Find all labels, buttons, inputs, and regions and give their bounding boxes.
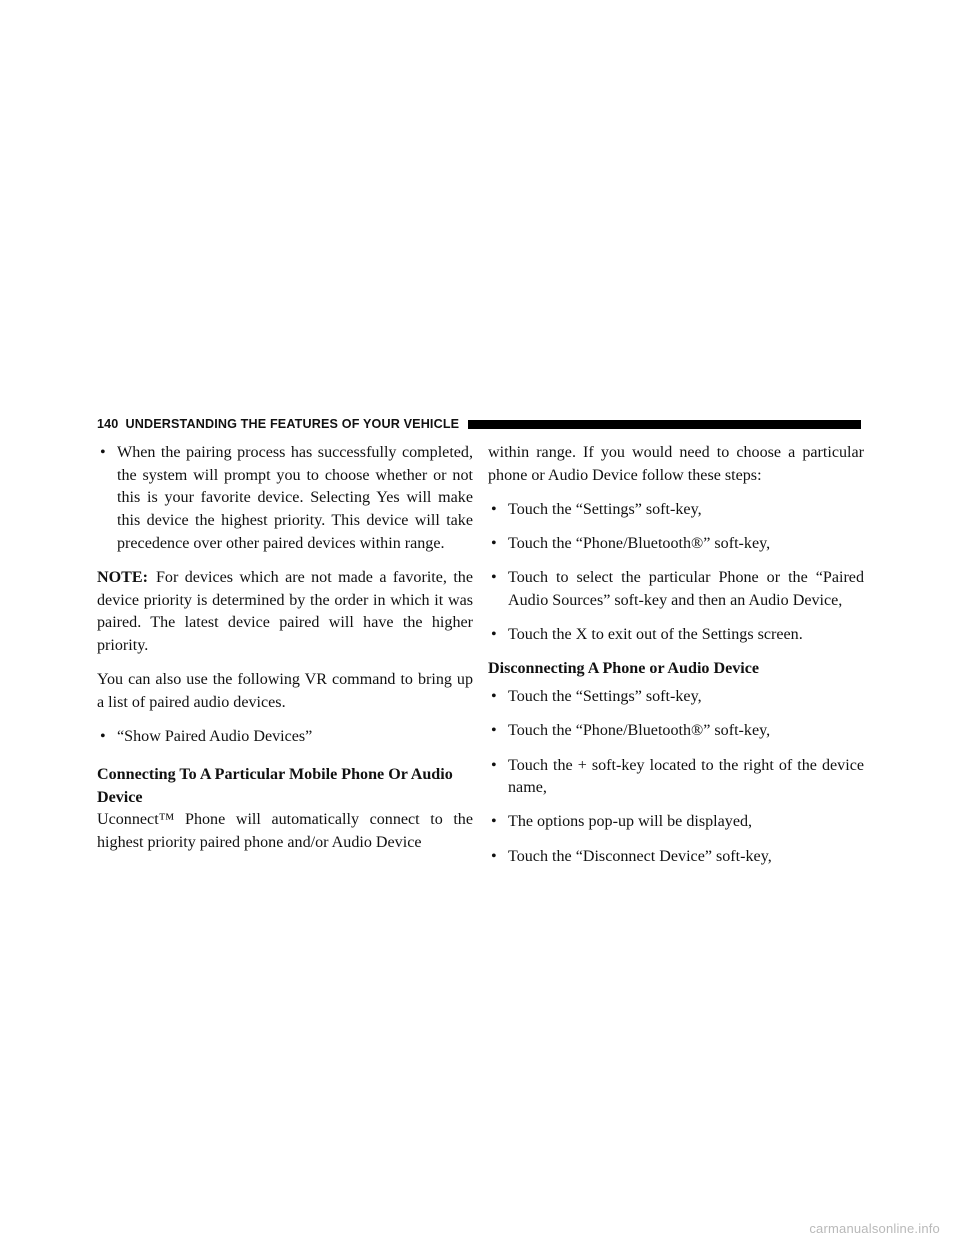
bullet-icon: •: [491, 500, 497, 518]
bullet-icon: •: [491, 756, 497, 774]
disconnect-step-text: The options pop-up will be displayed,: [508, 813, 753, 831]
note-label: NOTE:: [97, 569, 148, 587]
connect-step-text: Touch to select the particular Phone or the “Paired Audio Sources” soft-key and then an Audio Device,: [508, 569, 864, 610]
right-column: [488, 442, 864, 880]
heading-connecting: Connecting To A Particular Mobile Phone Or Audio Device: [97, 765, 453, 806]
list-item: [488, 811, 864, 834]
header-rule: [468, 420, 861, 429]
list-item: [488, 720, 864, 743]
bullet-icon: •: [491, 535, 497, 553]
bullet-icon: •: [491, 813, 497, 831]
connect-step-text: Touch the “Settings” soft-key,: [508, 500, 702, 518]
bullet-text-vr-command: “Show Paired Audio Devices”: [117, 728, 313, 746]
bullet-icon: •: [100, 444, 106, 461]
page-number: 140: [97, 417, 119, 431]
list-item: [97, 442, 473, 556]
disconnect-step-text: Touch the + soft-key located to the right of the device name,: [508, 756, 864, 797]
bullet-icon: •: [491, 847, 497, 865]
list-item: [488, 686, 864, 709]
continuation-paragraph: within range. If you would need to choose a particular phone or Audio Device follow these steps:: [488, 444, 864, 484]
list-item: [488, 567, 864, 612]
bullet-icon: •: [491, 569, 497, 587]
vr-intro-paragraph: You can also use the following VR command to bring up a list of paired audio devices.: [97, 671, 473, 712]
heading-disconnecting: Disconnecting A Phone or Audio Device: [488, 660, 760, 678]
note-paragraph: [97, 567, 473, 658]
bullet-icon: •: [491, 688, 497, 706]
list-item: [488, 499, 864, 522]
connect-step-text: Touch the “Phone/Bluetooth®” soft-key,: [508, 535, 771, 553]
list-item: [488, 846, 864, 869]
list-item: [97, 726, 473, 749]
running-header: [97, 416, 861, 432]
left-column: [97, 442, 473, 855]
list-item: [488, 533, 864, 556]
disconnect-step-text: Touch the “Disconnect Device” soft-key,: [508, 847, 772, 865]
bullet-text-pairing: When the pairing process has successfully completed, the system will prompt you to choose whether or not this is your favorite device. Selecting Yes will make this device the highest priority. This device will take precedence over other paired devices within range.: [117, 444, 473, 552]
connect-step-text: Touch the X to exit out of the Settings screen.: [508, 626, 803, 644]
note-text: For devices which are not made a favorite, the device priority is determined by the order in which it was paired. The latest device paired will have the higher priority.: [97, 569, 473, 655]
disconnect-step-text: Touch the “Phone/Bluetooth®” soft-key,: [508, 722, 771, 740]
bullet-icon: •: [491, 722, 497, 740]
bullet-icon: •: [491, 626, 497, 644]
watermark: carmanualsonline.info: [809, 1221, 940, 1236]
list-item: [488, 624, 864, 647]
list-item: [488, 755, 864, 800]
connecting-paragraph: Uconnect™ Phone will automatically connect to the highest priority paired phone and/or Audio Device: [97, 811, 473, 852]
disconnect-step-text: Touch the “Settings” soft-key,: [508, 688, 702, 706]
bullet-icon: •: [100, 728, 106, 746]
section-title: UNDERSTANDING THE FEATURES OF YOUR VEHICLE: [125, 417, 460, 431]
